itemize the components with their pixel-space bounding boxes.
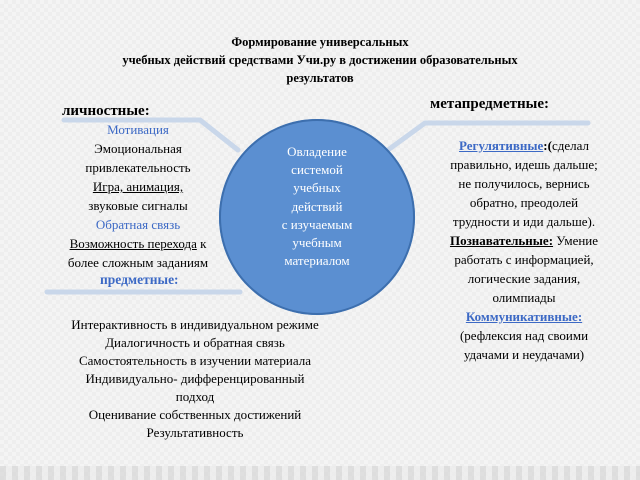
subject-item: Результативность xyxy=(146,425,244,440)
meta-regulatory-2: правильно, идешь дальше; xyxy=(450,157,598,172)
personal-list xyxy=(38,120,238,272)
subject-item: подход xyxy=(175,389,215,404)
personal-transition-1: Возможность перехода xyxy=(69,236,197,251)
personal-motivation: Мотивация xyxy=(107,122,169,137)
personal-attractiveness-1: Эмоциональная xyxy=(94,141,182,156)
subject-item: Диалогичность и обратная связь xyxy=(105,335,285,350)
center-line: учебным xyxy=(292,235,342,251)
center-line: материалом xyxy=(284,253,350,269)
meta-regulatory-line xyxy=(426,136,622,155)
subject-item: Самостоятельность в изучении материала xyxy=(78,353,312,368)
subject-list xyxy=(20,316,370,442)
subject-item: Индивидуально- дифференцированный xyxy=(85,371,305,386)
subject-heading: предметные: xyxy=(100,272,179,287)
center-line: действий xyxy=(291,198,343,214)
meta-cognitive-label: Познавательные: xyxy=(449,233,554,248)
meta-cognitive-2: работать с информацией, xyxy=(454,252,594,267)
subject-item: Интерактивность в индивидуальном режиме xyxy=(71,317,319,332)
personal-attractiveness-2: привлекательность xyxy=(85,160,191,175)
meta-communicative-label: Коммуникативные: xyxy=(465,309,583,324)
meta-regulatory-label: Регулятивные xyxy=(459,138,544,153)
meta-cognitive-3: логические задания, xyxy=(467,271,581,286)
meta-regulatory-1: сделал xyxy=(551,138,589,153)
subject-item: Оценивание собственных достижений xyxy=(88,407,302,422)
meta-regulatory-5: трудности и иди дальше). xyxy=(452,214,596,229)
meta-heading: метапредметные: xyxy=(430,96,550,112)
meta-regulatory-4: обратно, преодолей xyxy=(469,195,579,210)
center-line: учебных xyxy=(293,180,341,196)
center-line: с изучаемым xyxy=(281,216,353,232)
personal-heading: личностные: xyxy=(62,103,150,119)
meta-communicative-2: удачами и неудачами) xyxy=(463,347,585,362)
personal-transition-2: более сложным заданиям xyxy=(67,255,209,270)
personal-transition-line xyxy=(38,234,238,253)
center-line: системой xyxy=(291,162,343,178)
title-line-1: Формирование универсальных xyxy=(231,35,409,49)
meta-communicative-1: (рефлексия над своими xyxy=(459,328,589,343)
meta-regulatory-3: не получилось, вернись xyxy=(458,176,590,191)
personal-feedback: Обратная связь xyxy=(95,217,181,232)
center-circle-text xyxy=(219,143,415,270)
meta-cognitive-4: олимпиады xyxy=(492,290,556,305)
personal-game: Игра, анимация, xyxy=(92,179,184,194)
title-line-3: результатов xyxy=(286,71,354,85)
personal-sound: звуковые сигналы xyxy=(88,198,188,213)
personal-transition-1b: к xyxy=(196,236,207,251)
meta-cognitive-1: Умение xyxy=(553,233,599,248)
meta-regulatory-colon: :( xyxy=(543,138,552,153)
title-line-2: учебных действий средствами Учи.ру в достижении образовательных xyxy=(122,53,518,67)
meta-list xyxy=(426,136,622,364)
meta-cognitive-line xyxy=(426,231,622,250)
center-line: Овладение xyxy=(287,144,347,159)
